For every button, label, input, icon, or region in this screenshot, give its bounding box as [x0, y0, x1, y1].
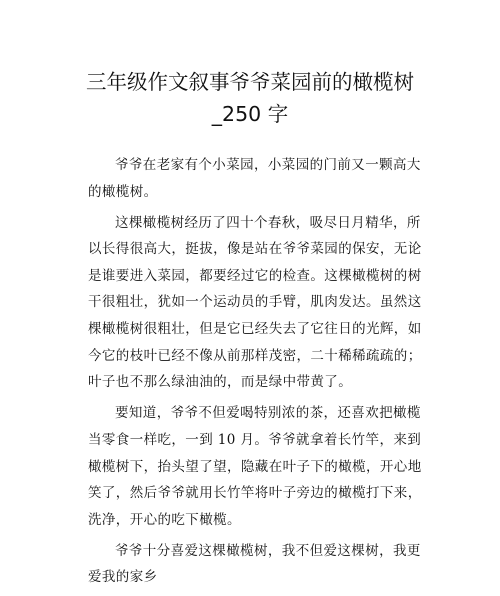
text-line: 是谁要进入菜园，都要经过它的检查。这棵橄榄树的树 [88, 267, 422, 284]
title-line-2: _250 字 [211, 102, 289, 126]
paragraph [88, 152, 421, 205]
paragraph [88, 538, 421, 591]
text-line: 以长得很高大，挺拔，像是站在爷爷菜园的保安，无论 [88, 241, 422, 258]
text-line: 干很粗壮，犹如一个运动员的手臂，肌肉发达。虽然这 [88, 294, 422, 311]
text-line: 爷爷在老家有个小菜园，小菜园的门前又一颗高大 [115, 157, 421, 173]
text-line: 爷爷十分喜爱这棵橄榄树，我不但爱这棵树，我更 [115, 542, 421, 559]
text-line: 爱我的家乡 [88, 569, 158, 586]
document-body [88, 152, 422, 596]
text-line: 橄榄树下，抬头望了望，隐藏在叶子下的橄榄，开心地 [88, 458, 422, 475]
text-line: 当零食一样吃，一到 10 月。爷爷就拿着长竹竿，来到 [88, 431, 422, 448]
title-line-1: 三年级作文叙事爷爷菜园前的橄榄树 [86, 70, 414, 94]
text-line: 的橄榄树。 [88, 183, 158, 200]
text-line: 要知道，爷爷不但爱喝特别浓的茶，还喜欢把橄榄 [115, 405, 421, 422]
text-line: 洗净，开心的吃下橄榄。 [88, 511, 241, 528]
text-line: 这棵橄榄树经历了四十个春秋，吸尽日月精华，所 [115, 214, 421, 231]
paragraph [88, 400, 422, 533]
document-title [0, 66, 500, 130]
text-line: 今它的枝叶已经不像从前那样茂密，二十稀稀疏疏的； [88, 347, 422, 364]
text-line: 棵橄榄树很粗壮，但是它已经失去了它往日的光辉，如 [88, 321, 422, 338]
paragraph [88, 210, 422, 396]
text-line: 笑了，然后爷爷就用长竹竿将叶子旁边的橄榄打下来， [88, 485, 422, 502]
text-line: 叶子也不那么绿油油的，而是绿中带黄了。 [88, 374, 353, 391]
